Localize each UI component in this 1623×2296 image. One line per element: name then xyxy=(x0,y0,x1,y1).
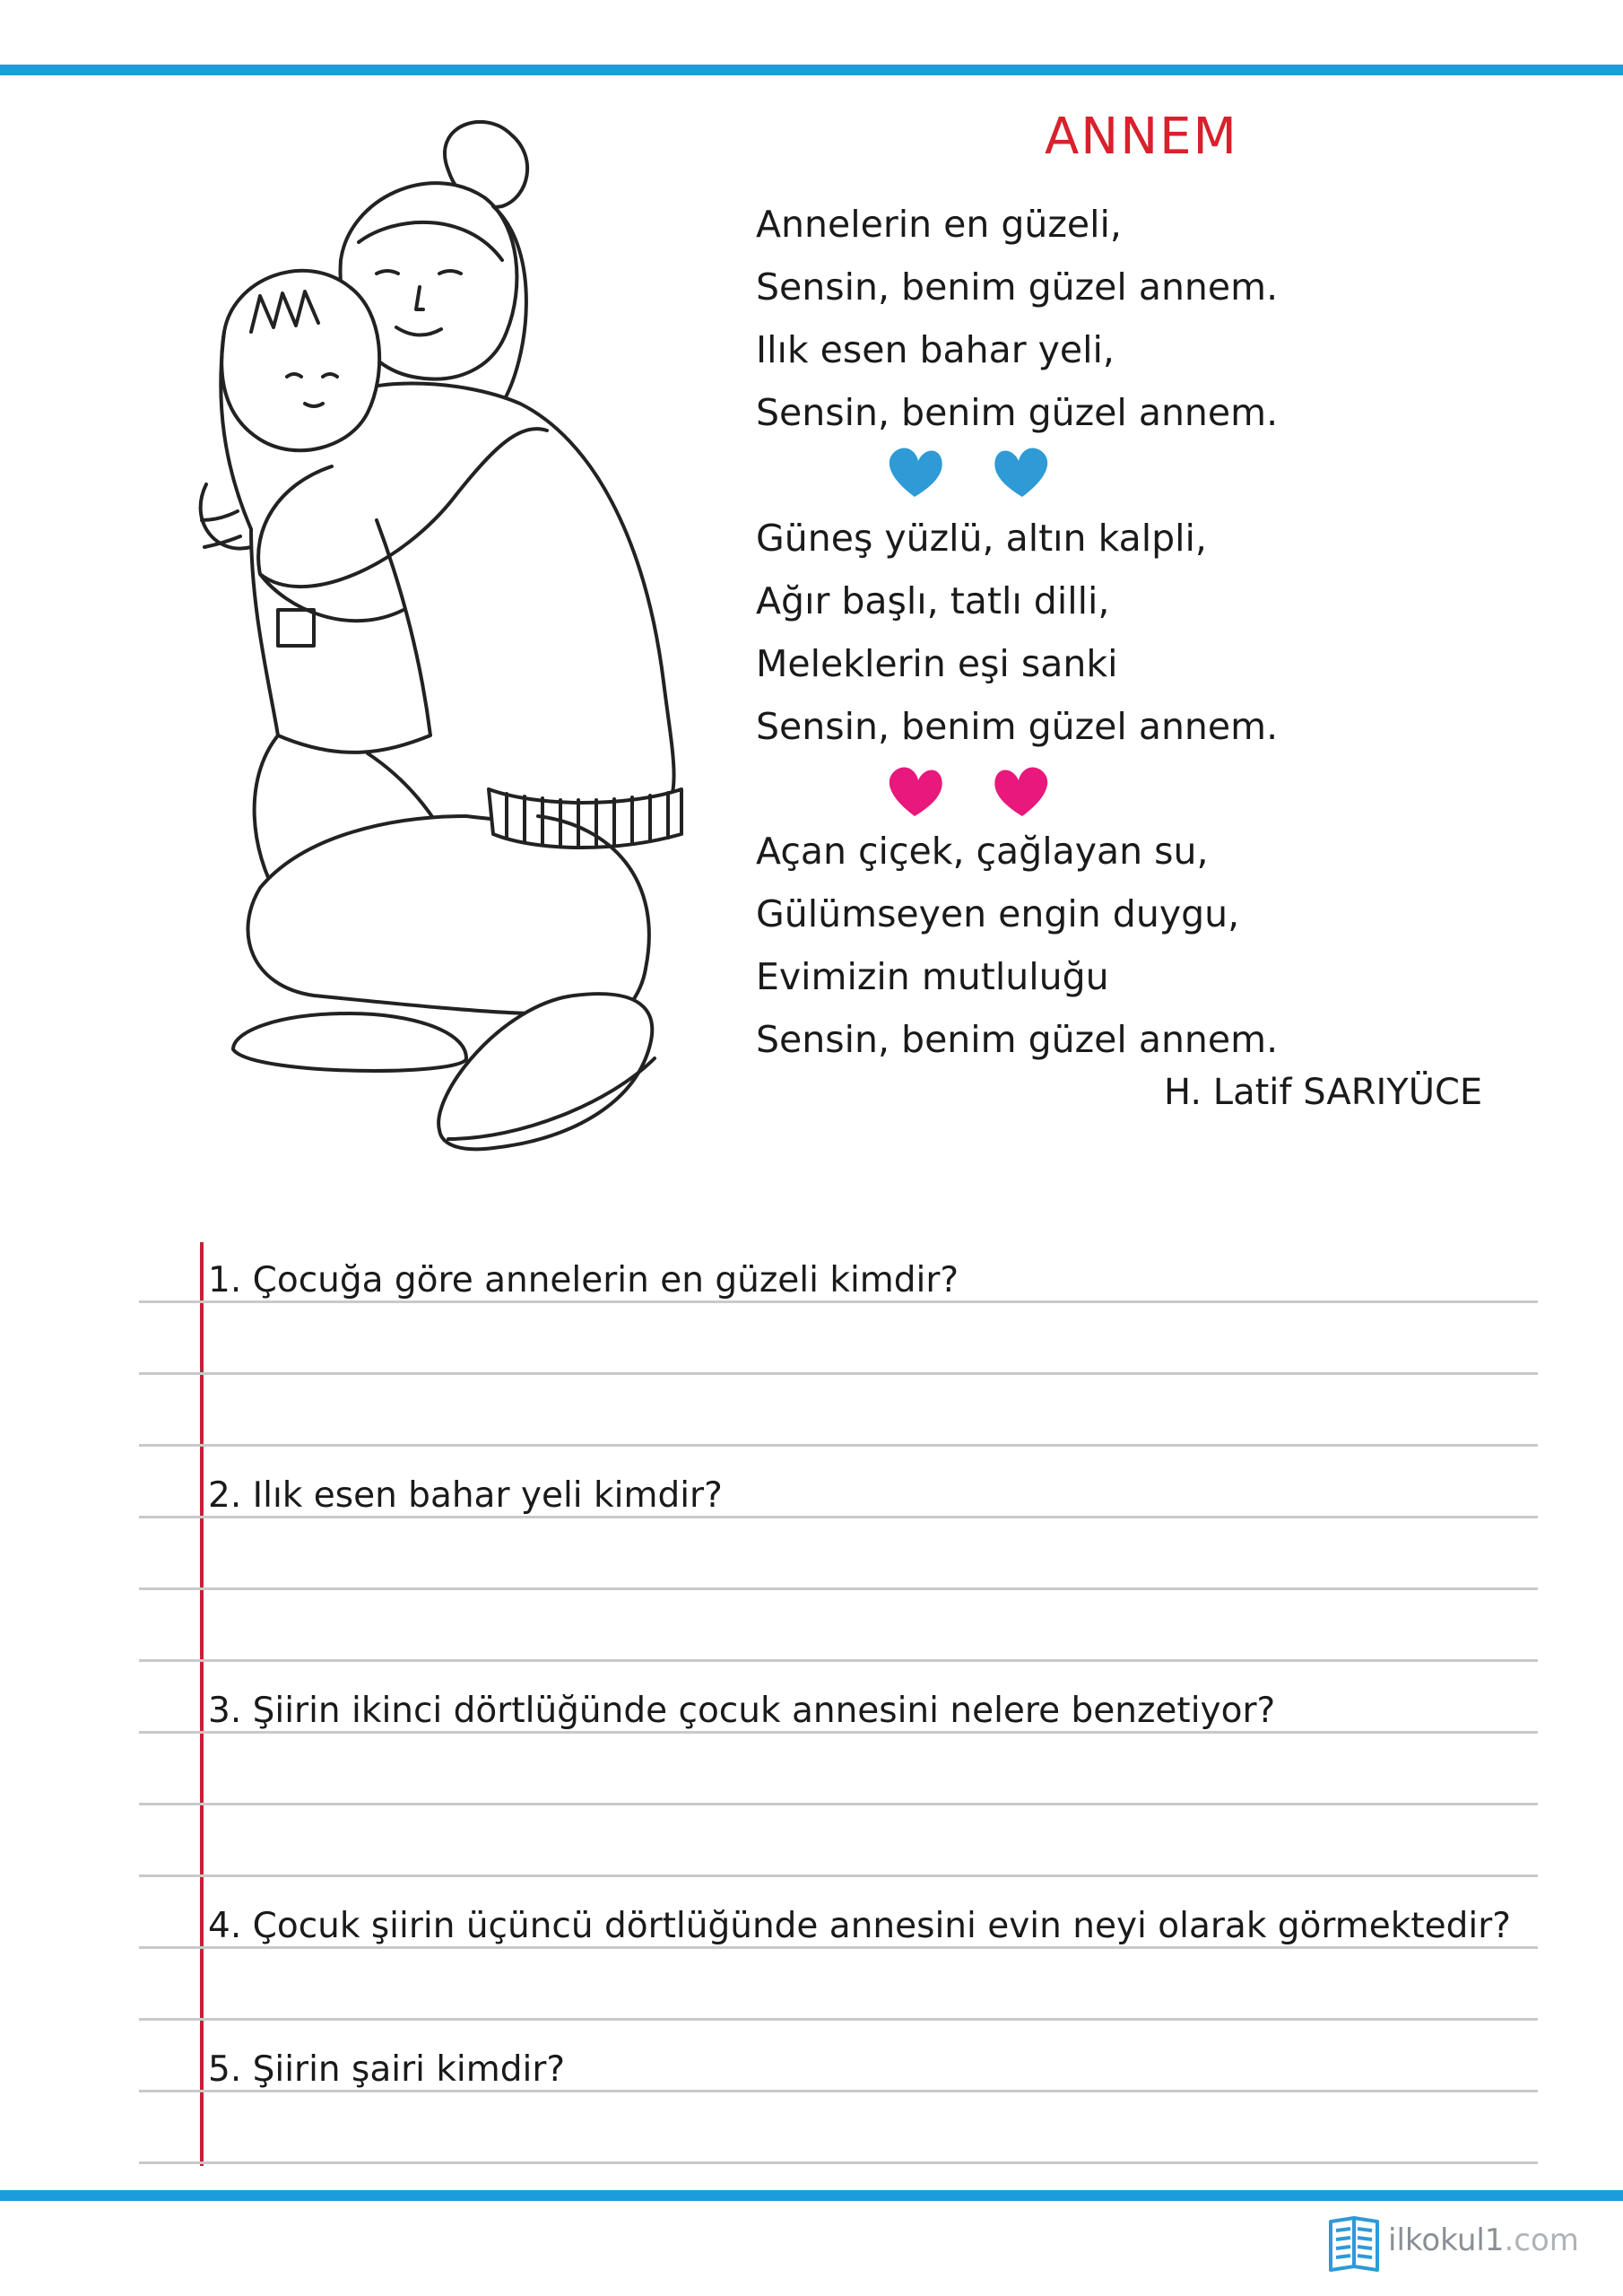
ruled-line xyxy=(139,2090,1538,2092)
ruled-line xyxy=(139,1372,1538,1375)
question-3: 3. Şiirin ikinci dörtlüğünde çocuk annesini nelere benzetiyor? xyxy=(208,1691,1276,1731)
heart-icon xyxy=(890,768,942,816)
notebook-margin-line xyxy=(200,1242,204,2166)
bottom-border-bar xyxy=(0,2190,1623,2201)
poem-line: Sensin, benim güzel annem. xyxy=(756,391,1279,434)
poem-line: Annelerin en güzeli, xyxy=(756,203,1122,246)
poem-line: Güneş yüzlü, altın kalpli, xyxy=(756,517,1207,560)
ruled-line xyxy=(139,1444,1538,1447)
question-5: 5. Şiirin şairi kimdir? xyxy=(208,2049,566,2090)
poem-line: Sensin, benim güzel annem. xyxy=(756,1018,1279,1061)
poem-line: Sensin, benim güzel annem. xyxy=(756,705,1279,748)
ruled-line xyxy=(139,2018,1538,2021)
heart-icon xyxy=(890,448,942,497)
brand-suffix: .com xyxy=(1504,2222,1579,2258)
poem-stanza-1 xyxy=(756,193,1278,444)
poem-line: Ağır başlı, tatlı dilli, xyxy=(756,579,1110,622)
ruled-line xyxy=(139,1300,1538,1303)
mother-child-hug-illustration xyxy=(197,108,699,1166)
ruled-line xyxy=(139,1874,1538,1877)
top-border-bar xyxy=(0,65,1623,75)
question-4: 4. Çocuk şiirin üçüncü dörtlüğünde annesini evin neyi olarak görmektedir? xyxy=(208,1906,1511,1946)
ruled-line xyxy=(139,1587,1538,1590)
pink-hearts-divider xyxy=(879,761,1058,823)
question-2: 2. Ilık esen bahar yeli kimdir? xyxy=(208,1475,723,1516)
ruled-line xyxy=(139,1659,1538,1662)
poem-line: Ilık esen bahar yeli, xyxy=(756,328,1115,371)
heart-icon xyxy=(994,768,1047,816)
question-1: 1. Çocuğa göre annelerin en güzeli kimdir? xyxy=(208,1260,959,1300)
poem-line: Açan çiçek, çağlayan su, xyxy=(756,830,1209,873)
ruled-line xyxy=(139,1803,1538,1805)
poem-line: Meleklerin eşi sanki xyxy=(756,642,1118,685)
poem-title: ANNEM xyxy=(1045,108,1238,166)
ruled-line xyxy=(139,1731,1538,1734)
brand-name: ilkokul1 xyxy=(1388,2222,1505,2258)
blue-hearts-divider xyxy=(879,441,1058,504)
poem-line: Gülümseyen engin duygu, xyxy=(756,892,1240,935)
poem-stanza-2 xyxy=(756,507,1278,758)
ruled-line xyxy=(139,1946,1538,1949)
ruled-line xyxy=(139,2161,1538,2164)
poem-line: Evimizin mutluluğu xyxy=(756,955,1109,998)
heart-icon xyxy=(994,448,1047,497)
poem-stanza-3 xyxy=(756,820,1278,1071)
poem-author: H. Latif SARIYÜCE xyxy=(1164,1072,1483,1113)
ruled-line xyxy=(139,1516,1538,1518)
poem-line: Sensin, benim güzel annem. xyxy=(756,265,1279,309)
brand-logo-text[interactable] xyxy=(1388,2222,1579,2258)
